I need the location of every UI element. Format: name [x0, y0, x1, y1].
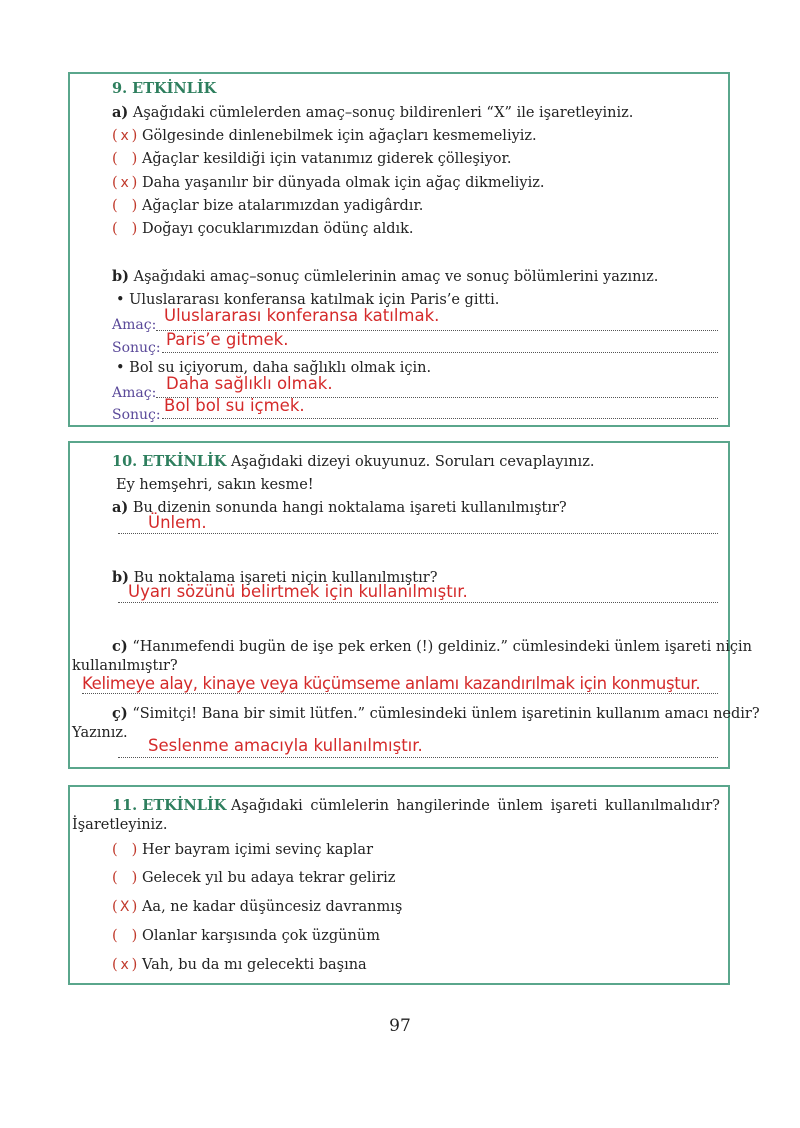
- activity-11-header: [112, 797, 720, 815]
- activity-11-title: 11. ETKİNLİK: [112, 797, 227, 814]
- activity-10-title: 10. ETKİNLİK: [112, 453, 227, 470]
- activity-10-part-c-cont: kullanılmıştır?: [72, 658, 178, 674]
- answer-c[interactable]: Kelimeye alay, kinaye veya küçümseme anlamı kazandırılmak için konmuştur.: [82, 674, 701, 693]
- activity-9-item[interactable]: ( x ) Daha yaşanılır bir dünyada olmak için ağaç dikmeliyiz.: [112, 175, 545, 191]
- sonuc-label: Sonuç:: [112, 407, 161, 423]
- activity-9-title: 9. ETKİNLİK: [112, 80, 217, 97]
- sentence-1: • Uluslararası konferansa katılmak için Paris’e gitti.: [116, 292, 500, 308]
- checkbox-mark[interactable]: x: [120, 128, 129, 144]
- amac-answer[interactable]: Daha sağlıklı olmak.: [166, 374, 333, 393]
- amac-label: Amaç:: [112, 317, 157, 333]
- activity-9-item[interactable]: ( ) Doğayı çocuklarımızdan ödünç aldık.: [112, 221, 414, 237]
- activity-9-item[interactable]: ( ) Ağaçlar kesildiği için vatanımız giderek çölleşiyor.: [112, 151, 512, 167]
- activity-11-item[interactable]: ( ) Her bayram içimi sevinç kaplar: [112, 842, 374, 858]
- checkbox-mark[interactable]: x: [120, 175, 129, 191]
- activity-10-part-d-cont: Yazınız.: [72, 725, 128, 741]
- answer-line[interactable]: [82, 693, 718, 694]
- activity-10-intro: Aşağıdaki dizeyi okuyunuz. Soruları cevaplayınız.: [230, 454, 595, 470]
- answer-d[interactable]: Seslenme amacıyla kullanılmıştır.: [148, 736, 423, 755]
- activity-9-item[interactable]: ( x ) Gölgesinde dinlenebilmek için ağaçları kesmemeliyiz.: [112, 128, 537, 144]
- sentence-2: • Bol su içiyorum, daha sağlıklı olmak için.: [116, 360, 432, 376]
- activity-11-intro-cont: İşaretleyiniz.: [72, 817, 168, 833]
- page-number: 97: [389, 1016, 411, 1036]
- activity-10-part-a: a) Bu dizenin sonunda hangi noktalama işareti kullanılmıştır?: [112, 499, 567, 516]
- answer-line[interactable]: [118, 533, 718, 534]
- checkbox-mark[interactable]: X: [119, 899, 130, 915]
- activity-11-item[interactable]: ( ) Gelecek yıl bu adaya tekrar geliriz: [112, 870, 396, 886]
- activity-9-item[interactable]: ( ) Ağaçlar bize atalarımızdan yadigârdır.: [112, 198, 424, 214]
- activity-11-intro: Aşağıdaki cümlelerin hangilerinde ünlem işareti kullanılmalıdır?: [230, 798, 720, 814]
- answer-b[interactable]: Uyarı sözünü belirtmek için kullanılmıştır.: [128, 582, 468, 601]
- sonuc-answer[interactable]: Bol bol su içmek.: [164, 396, 305, 415]
- activity-9-part-a-text: Aşağıdaki cümlelerden amaç–sonuç bildirenleri “X” ile işaretleyiniz.: [132, 105, 634, 121]
- activity-10-part-d: ç) “Simitçi! Bana bir simit lütfen.” cümlesindeki ünlem işaretinin kullanım amacı nedir?: [112, 705, 760, 722]
- activity-10-part-b: b) Bu noktalama işareti niçin kullanılmıştır?: [112, 569, 438, 586]
- amac-label: Amaç:: [112, 385, 157, 401]
- activity-11-item[interactable]: ( ) Olanlar karşısında çok üzgünüm: [112, 928, 380, 944]
- activity-10-part-c: c) “Hanımefendi bugün de işe pek erken (!) geldiniz.” cümlesindeki ünlem işareti niçin: [112, 638, 752, 655]
- amac-answer[interactable]: Uluslararası konferansa katılmak.: [164, 306, 440, 325]
- verse: Ey hemşehri, sakın kesme!: [116, 477, 314, 493]
- answer-line[interactable]: [162, 418, 718, 419]
- activity-9-part-b: b) Aşağıdaki amaç–sonuç cümlelerinin amaç ve sonuç bölümlerini yazınız.: [112, 268, 659, 285]
- activity-11-item[interactable]: ( X ) Aa, ne kadar düşüncesiz davranmış: [112, 899, 403, 915]
- answer-line[interactable]: [162, 352, 718, 353]
- activity-11-item[interactable]: ( x ) Vah, bu da mı gelecekti başına: [112, 957, 367, 973]
- activity-10-header: [112, 453, 594, 471]
- answer-line[interactable]: [118, 757, 718, 758]
- answer-line[interactable]: [118, 602, 718, 603]
- checkbox-mark[interactable]: x: [120, 957, 129, 973]
- activity-9-part-b-text: Aşağıdaki amaç–sonuç cümlelerinin amaç ve sonuç bölümlerini yazınız.: [133, 269, 659, 285]
- sonuc-answer[interactable]: Paris’e gitmek.: [166, 330, 289, 349]
- activity-9-part-a: a) Aşağıdaki cümlelerden amaç–sonuç bildirenleri “X” ile işaretleyiniz.: [112, 104, 634, 121]
- answer-a[interactable]: Ünlem.: [148, 513, 207, 532]
- sonuc-label: Sonuç:: [112, 340, 161, 356]
